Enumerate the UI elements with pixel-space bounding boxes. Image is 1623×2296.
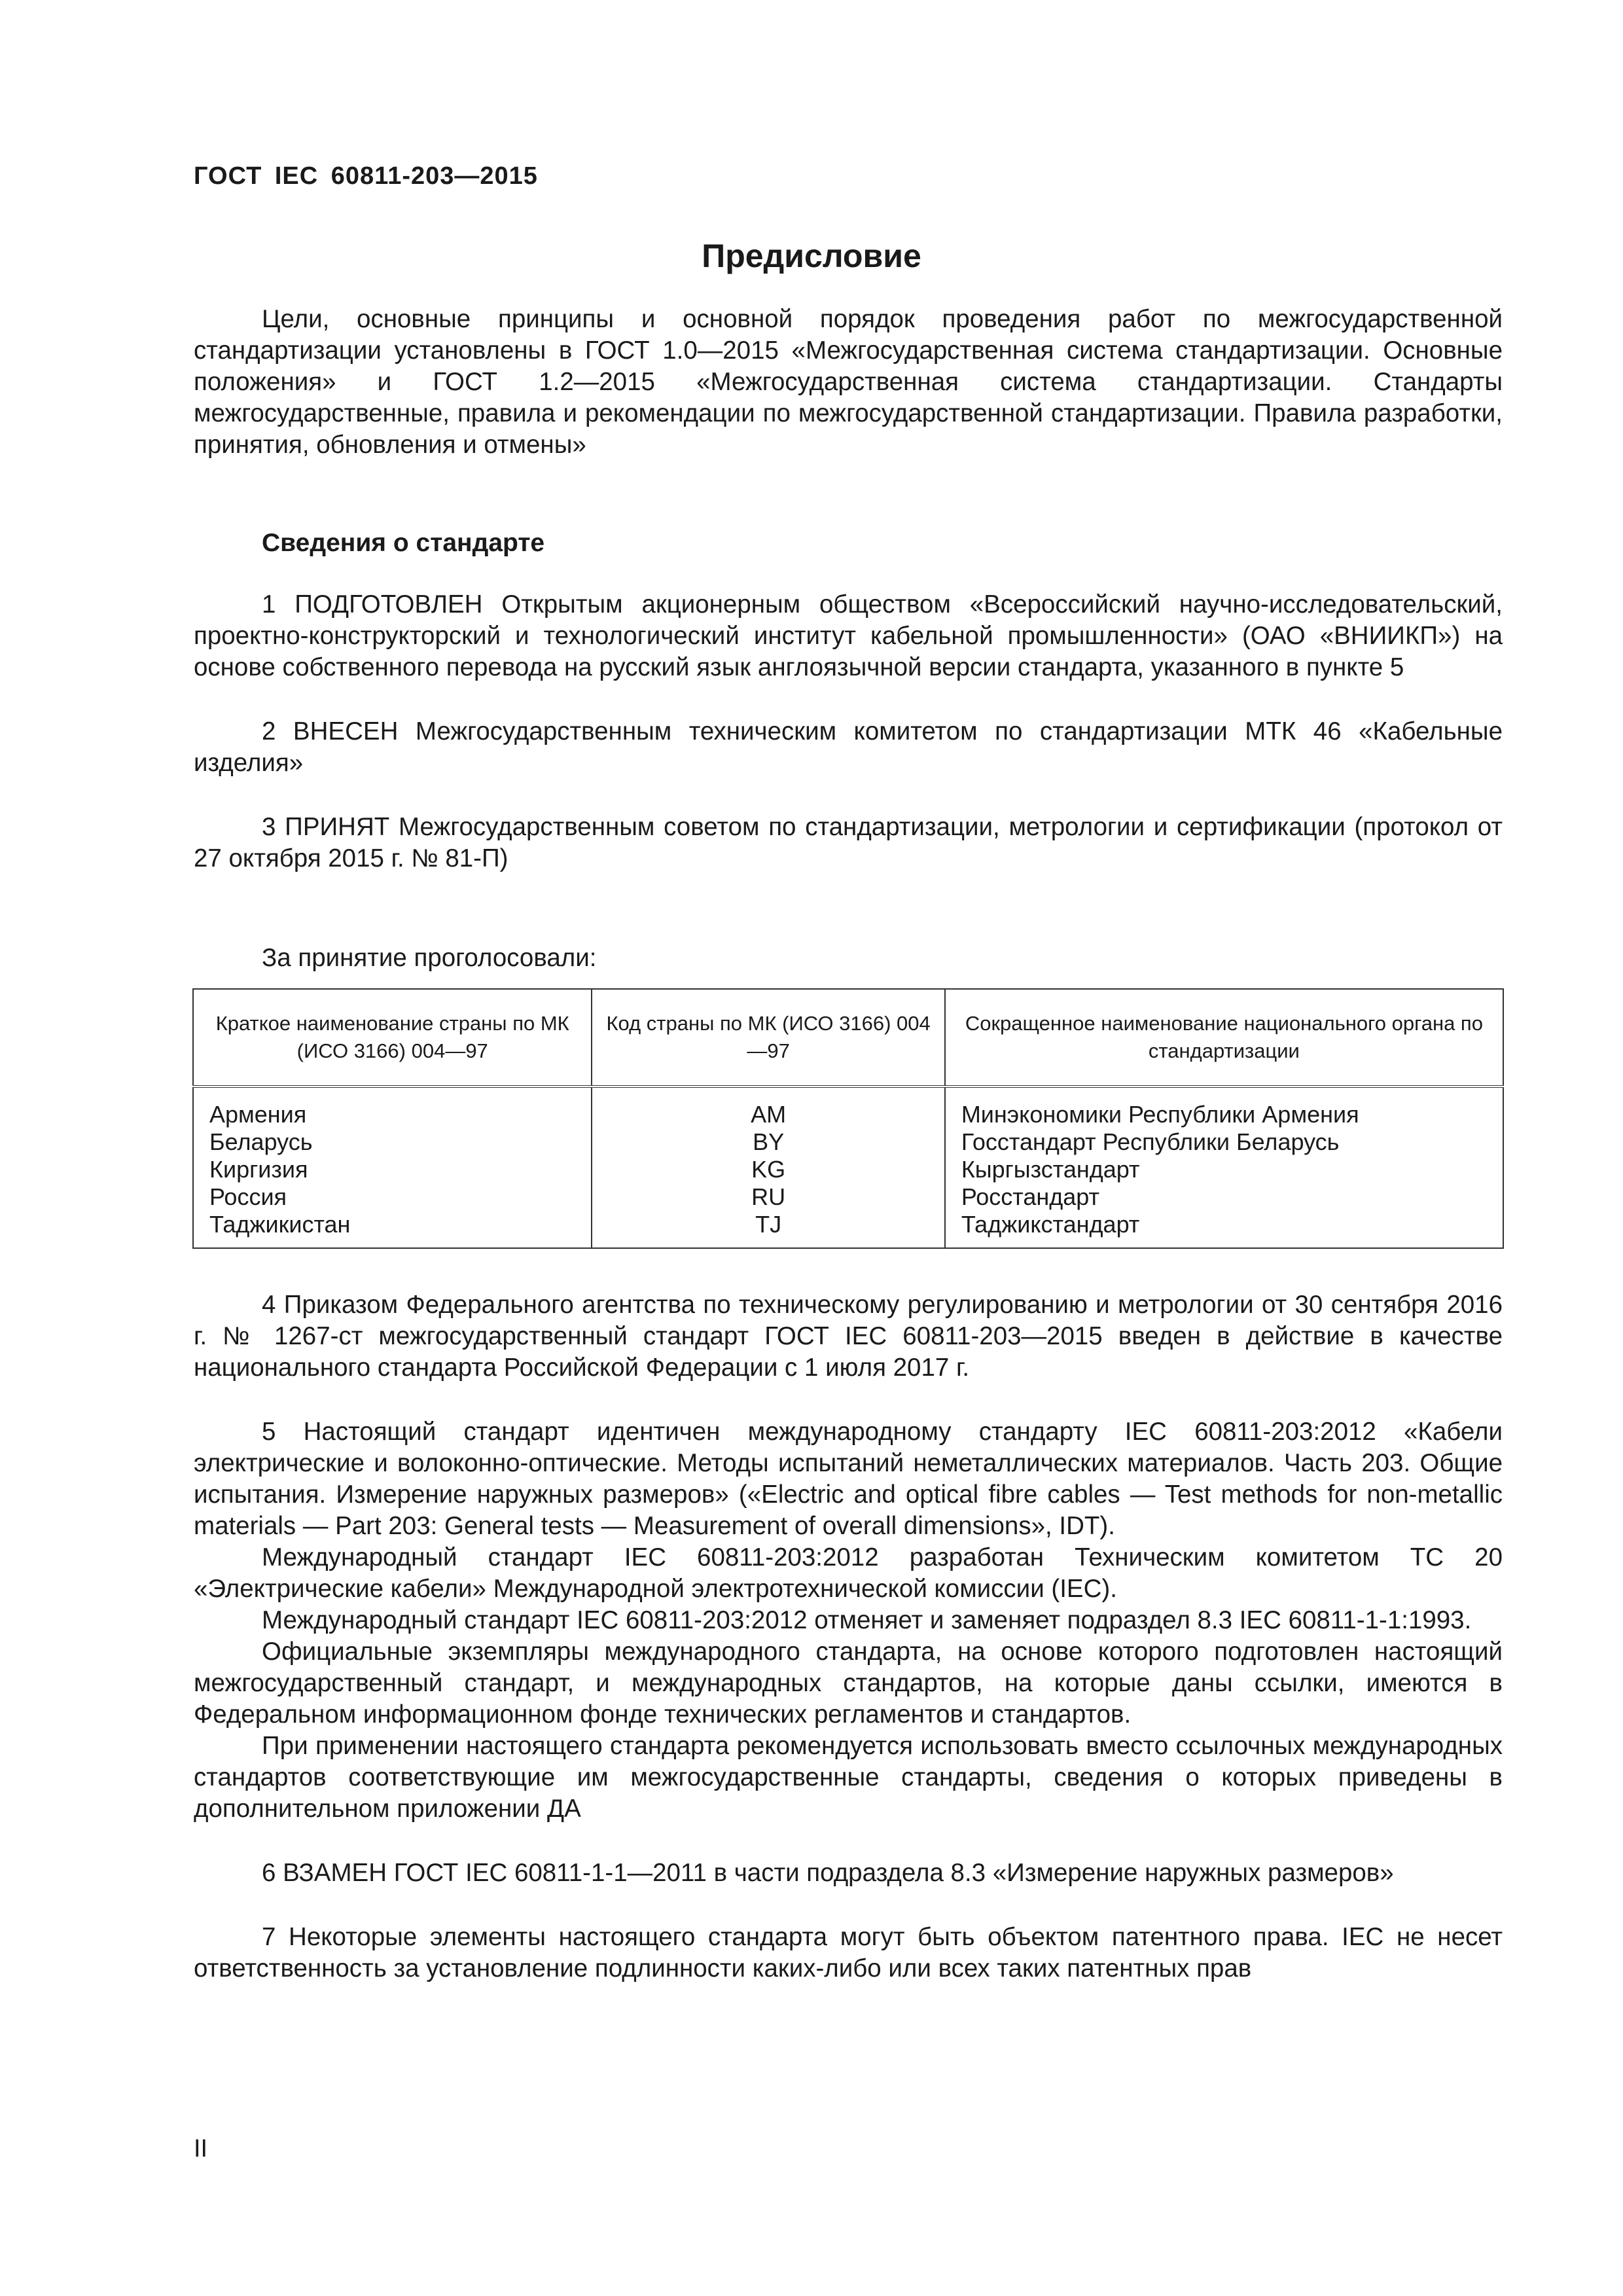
- cell-country: Киргизия: [193, 1156, 592, 1183]
- foreword-intro-block: [194, 304, 1503, 461]
- cell-code: TJ: [592, 1211, 944, 1248]
- item-5-application: При применении настоящего стандарта рекомендуется использовать вместо ссылочных международных стандартов соответствующие им межгосударственные стандарты, сведения о которых приведены в дополнительном приложении ДА: [194, 1732, 1503, 1823]
- cell-body: Таджикстандарт: [945, 1211, 1503, 1248]
- vote-intro: За принятие проголосовали:: [262, 944, 597, 972]
- item-1: 1 ПОДГОТОВЛЕН Открытым акционерным обществом «Всероссийский научно-исследовательский, проектно-конструкторский и технологический институт кабельной промышленности» (ОАО «ВНИИКП») на основе собственного перевода на русский язык англоязычной версии стандарта, указанного в пункте 5: [194, 590, 1503, 681]
- cell-code: BY: [592, 1128, 944, 1156]
- table-row: [193, 1128, 1503, 1156]
- item-4: 4 Приказом Федерального агентства по техническому регулированию и метрологии от 30 сентября 2016 г. № 1267-ст межгосударственный стандарт ГОСТ IEC 60811-203—2015 введен в действие в качестве национального стандарта Российской Федерации с 1 июля 2017 г.: [194, 1291, 1503, 1382]
- item-5-developer: Международный стандарт IEC 60811-203:2012 разработан Техническим комитетом ТС 20 «Электрические кабели» Международной электротехнической комиссии (IEC).: [194, 1543, 1503, 1603]
- item-5-copies: Официальные экземпляры международного стандарта, на основе которого подготовлен настоящий межгосударственный стандарт, и международных стандартов, на которые даны ссылки, имеются в Федеральном информационном фонде технических регламентов и стандартов.: [194, 1638, 1503, 1729]
- item-6: 6 ВЗАМЕН ГОСТ IEC 60811-1-1—2011 в части подраздела 8.3 «Измерение наружных размеров»: [262, 1859, 1394, 1887]
- cell-code: AM: [592, 1086, 944, 1128]
- items-4-7-block: [194, 1289, 1503, 1984]
- cell-country: Таджикистан: [193, 1211, 592, 1248]
- cell-country: Армения: [193, 1086, 592, 1128]
- document-code: ГОСТ IEC 60811-203—2015: [194, 162, 538, 190]
- page-number: II: [194, 2135, 208, 2162]
- cell-country: Беларусь: [193, 1128, 592, 1156]
- standard-info-heading: Сведения о стандарте: [262, 529, 545, 557]
- table-header-row: [193, 989, 1503, 1086]
- item-7: 7 Некоторые элементы настоящего стандарта могут быть объектом патентного права. IEC не несет ответственность за установление подлинности каких-либо или всех таких патентных прав: [194, 1923, 1503, 1982]
- item-5: 5 Настоящий стандарт идентичен международному стандарту IEC 60811-203:2012 «Кабели электрические и волоконно-оптические. Методы испытаний неметаллических материалов. Часть 203. Общие испытания. Измерение наружных размеров» («Electric and optical fibre cables — Test methods for non-metallic materials — Part 203: General tests — Measurement of overall dimensions», IDT).: [194, 1418, 1503, 1540]
- item-2: 2 ВНЕСЕН Межгосударственным техническим комитетом по стандартизации МТК 46 «Кабельные изделия»: [194, 717, 1503, 777]
- table-row: [193, 1211, 1503, 1248]
- cell-body: Росстандарт: [945, 1183, 1503, 1211]
- column-header-body: Сокращенное наименование национального органа по стандартизации: [945, 989, 1503, 1086]
- cell-country: Россия: [193, 1183, 592, 1211]
- table-row: [193, 1086, 1503, 1128]
- item-5-replaces: Международный стандарт IEC 60811-203:2012 отменяет и заменяет подраздел 8.3 IEC 60811-1-1:1993.: [262, 1606, 1472, 1634]
- items-1-3-block: [194, 589, 1503, 874]
- column-header-country: Краткое наименование страны по МК (ИСО 3166) 004—97: [193, 989, 592, 1086]
- column-header-code: Код страны по МК (ИСО 3166) 004—97: [592, 989, 944, 1086]
- table-row: [193, 1156, 1503, 1183]
- cell-code: KG: [592, 1156, 944, 1183]
- cell-code: RU: [592, 1183, 944, 1211]
- voting-table: [192, 988, 1504, 1249]
- table-row: [193, 1183, 1503, 1211]
- foreword-title: Предисловие: [702, 238, 921, 274]
- foreword-intro: Цели, основные принципы и основной порядок проведения работ по межгосударственной стандартизации установлены в ГОСТ 1.0—2015 «Межгосударственная система стандартизации. Основные положения» и ГОСТ 1.2—2015 «Межгосударственная система стандартизации. Стандарты межгосударственные, правила и рекомендации по межгосударственной стандартизации. Правила разработки, принятия, обновления и отмены»: [194, 305, 1503, 459]
- cell-body: Кыргызстандарт: [945, 1156, 1503, 1183]
- cell-body: Госстандарт Республики Беларусь: [945, 1128, 1503, 1156]
- cell-body: Минэкономики Республики Армения: [945, 1086, 1503, 1128]
- item-3: 3 ПРИНЯТ Межгосударственным советом по стандартизации, метрологии и сертификации (протокол от 27 октября 2015 г. № 81-П): [194, 813, 1503, 872]
